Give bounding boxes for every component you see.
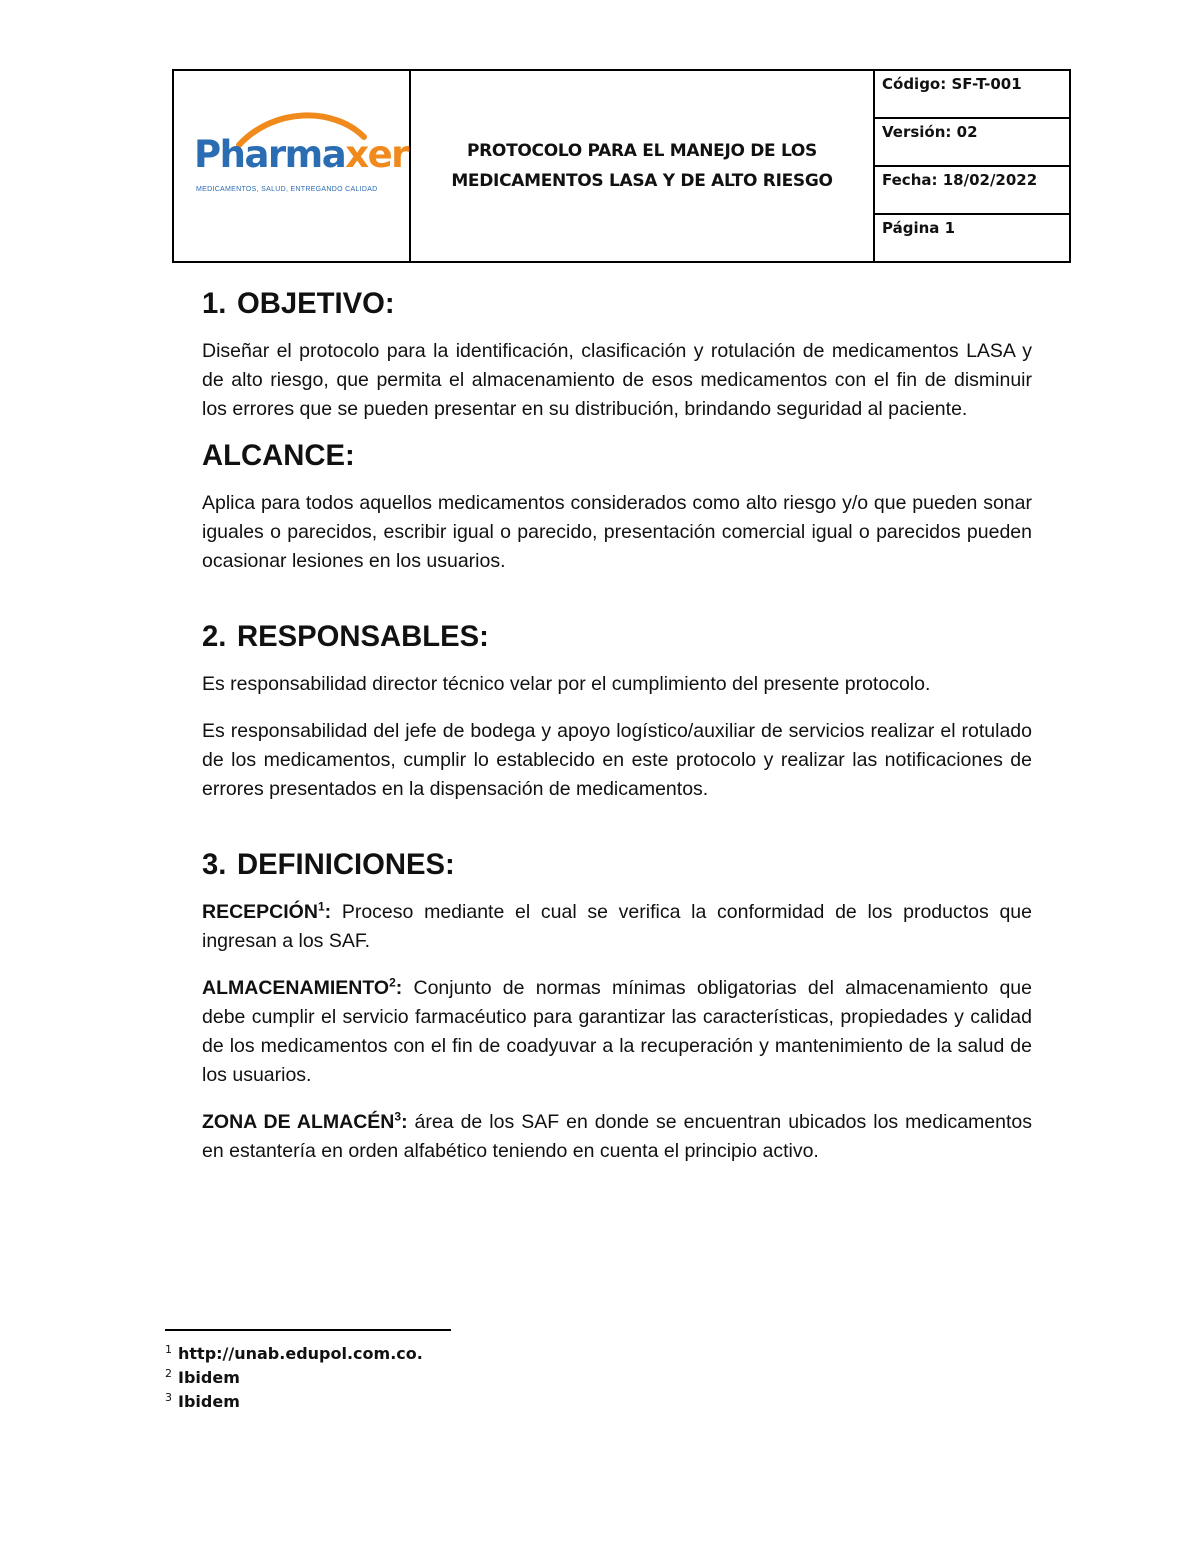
logo-tagline: MEDICAMENTOS, SALUD, ENTREGANDO CALIDAD (196, 186, 378, 193)
logo-wordmark: Pharmaxer (194, 133, 408, 176)
footnote-separator (165, 1329, 451, 1331)
footnote-3: $^3$ Ibidem (165, 1390, 240, 1411)
document-meta (875, 71, 1069, 261)
meta-codigo: Código: SF-T-001 (875, 71, 1069, 119)
footnote-1: $^1$ http://unab.edupol.com.co. (165, 1342, 423, 1363)
definition-zona-almacen: ZONA DE ALMACÉN$^3$: área de los SAF en donde se encuentran ubicados los medicamentos en estantería en orden alfabético teniendo en cuenta el principio activo. (202, 1109, 1032, 1162)
document-body (202, 290, 1032, 1166)
section-heading-objetivo: 1. OBJETIVO: (202, 288, 395, 320)
definition-almacenamiento: ALMACENAMIENTO$^2$: Conjunto de normas mínimas obligatorias del almacenamiento que debe cumplir el servicio farmacéutico para garantizar las características, propiedades y calidad de los medicamentos con el fin de coadyuvar a la recuperación y mantenimiento de la salud de los usuarios. (202, 975, 1032, 1086)
document-header-table (172, 69, 1071, 263)
meta-fecha: Fecha: 18/02/2022 (875, 167, 1069, 215)
section-heading-responsables: 2. RESPONSABLES: (202, 621, 489, 653)
meta-pagina: Página 1 (882, 219, 956, 237)
logo-cell (174, 71, 411, 261)
section-heading-definiciones: 3. DEFINICIONES: (202, 849, 455, 881)
title-line-2: MEDICAMENTOS LASA Y DE ALTO RIESGO (451, 171, 833, 191)
responsables-text-1: Es responsabilidad director técnico velar por el cumplimiento del presente protocolo. (202, 673, 931, 695)
footnote-2: $^2$ Ibidem (165, 1366, 240, 1387)
definition-recepcion: RECEPCIÓN$^1$: Proceso mediante el cual se verifica la conformidad de los productos que ingresan a los SAF. (202, 899, 1032, 952)
objetivo-text: Diseñar el protocolo para la identificación, clasificación y rotulación de medicamentos LASA y de alto riesgo, que permita el almacenamiento de esos medicamentos con el fin de disminuir los errores que se pueden presentar en su distribución, brindando seguridad al paciente. (202, 340, 1032, 420)
alcance-text: Aplica para todos aquellos medicamentos considerados como alto riesgo y/o que pueden sonar iguales o parecidos, escribir igual o parecido, presentación comercial igual o parecidos pueden ocasionar lesiones en los usuarios. (202, 492, 1032, 572)
responsables-text-2: Es responsabilidad del jefe de bodega y apoyo logístico/auxiliar de servicios realizar el rotulado de los medicamentos, cumplir lo establecido en este protocolo y realizar las notificaciones de errores presentados en la dispensación de medicamentos. (202, 720, 1032, 800)
section-heading-alcance: ALCANCE: (202, 440, 355, 472)
document-title (411, 71, 875, 261)
footnotes (165, 1342, 423, 1414)
title-line-1: PROTOCOLO PARA EL MANEJO DE LOS (466, 141, 818, 161)
meta-version: Versión: 02 (875, 119, 1069, 167)
